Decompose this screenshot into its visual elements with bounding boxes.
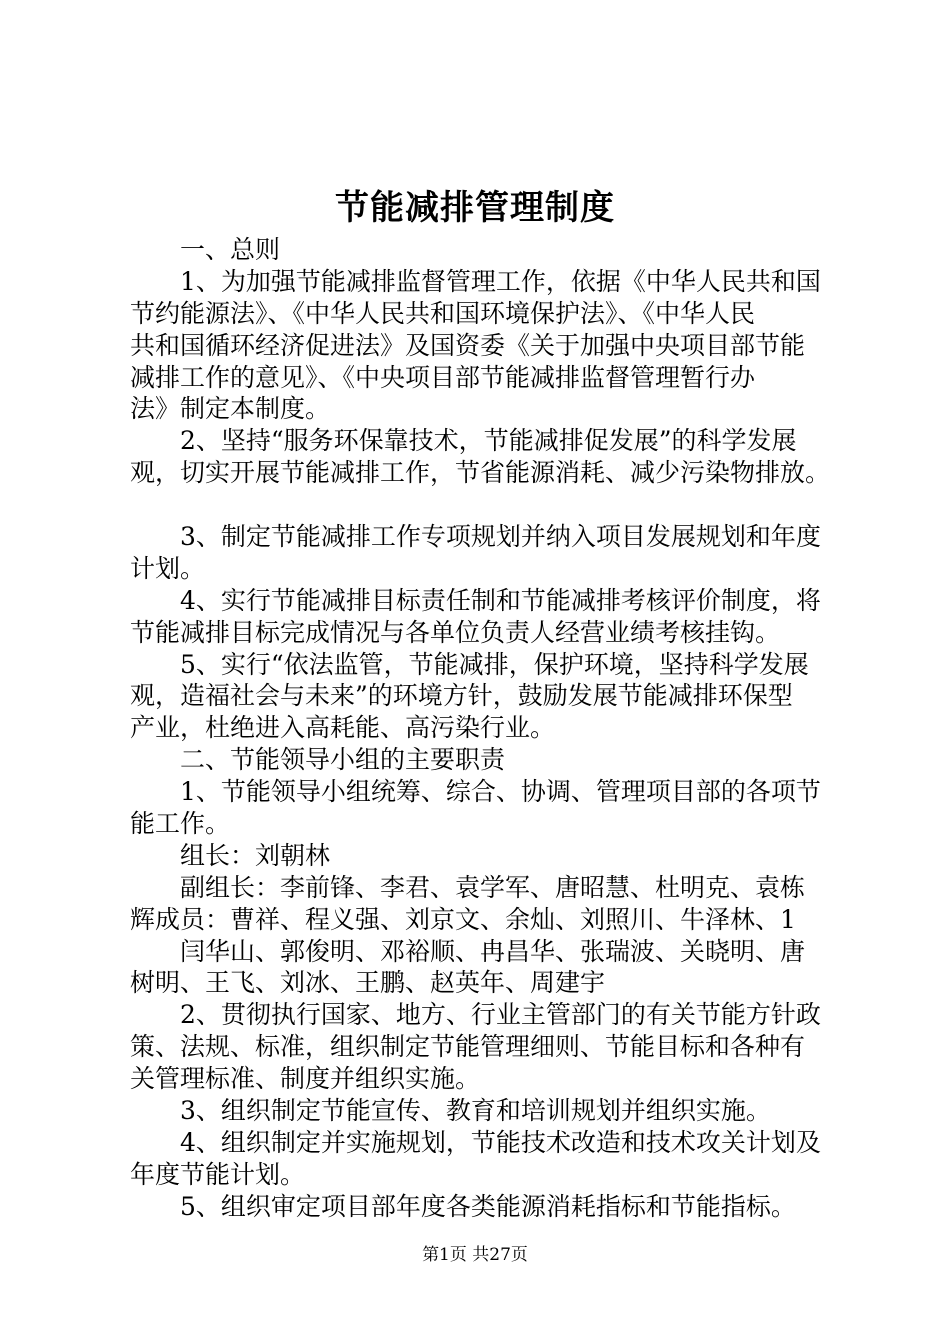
- document-title: 节能减排管理制度: [335, 188, 615, 228]
- paragraph-line: 1、节能领导小组统筹、综合、协调、管理项目部的各项节: [180, 777, 821, 807]
- paragraph-line: 2、坚持“服务环保靠技术，节能减排促发展”的科学发展: [180, 426, 797, 456]
- paragraph-line: 计划。: [130, 553, 206, 583]
- paragraph-line: 2、贯彻执行国家、地方、行业主管部门的有关节能方针政: [180, 1000, 821, 1030]
- page-number-footer: 第1页 共27页: [422, 1245, 528, 1265]
- paragraph-line: 策、法规、标准，组织制定节能管理细则、节能目标和各种有: [130, 1032, 806, 1062]
- paragraph-line: 年度节能计划。: [130, 1159, 306, 1189]
- paragraph-line: 4、组织制定并实施规划，节能技术改造和技术攻关计划及: [180, 1127, 821, 1157]
- paragraph-line: 产业，杜绝进入高耗能、高污染行业。: [130, 713, 556, 743]
- paragraph-line: 3、组织制定节能宣传、教育和培训规划并组织实施。: [180, 1096, 771, 1126]
- deputy-leader-line: 副组长：李前锋、李君、袁学军、唐昭慧、杜明克、袁栋: [180, 872, 806, 902]
- paragraph-line: 观，切实开展节能减排工作，节省能源消耗、减少污染物排放。: [130, 458, 831, 488]
- document-body: [130, 234, 830, 1223]
- paragraph-line: 关管理标准、制度并组织实施。: [130, 1064, 481, 1094]
- members-line: 辉成员：曹祥、程义强、刘京文、余灿、刘照川、牛泽林、1: [130, 904, 796, 934]
- section-heading-general: 一、总则: [180, 235, 281, 264]
- paragraph-line: 减排工作的意见》、《中央项目部节能减排监督管理暂行办: [130, 362, 756, 392]
- paragraph-line: 1、为加强节能减排监督管理工作，依据《中华人民共和国: [180, 266, 821, 296]
- paragraph-line: 共和国循环经济促进法》及国资委《关于加强中央项目部节能: [130, 330, 806, 360]
- paragraph-line: 5、组织审定项目部年度各类能源消耗指标和节能指标。: [180, 1191, 796, 1221]
- paragraph-line: 3、制定节能减排工作专项规划并纳入项目发展规划和年度: [180, 522, 821, 552]
- members-line: 闫华山、郭俊明、邓裕顺、冉昌华、张瑞波、关晓明、唐: [180, 936, 806, 966]
- team-leader-line: 组长：刘朝林: [180, 840, 331, 870]
- members-line: 树明、王飞、刘冰、王鹏、赵英年、周建宇: [130, 968, 606, 998]
- paragraph-line: 能工作。: [130, 809, 231, 839]
- blank-line: [130, 489, 830, 521]
- paragraph-line: 观，造福社会与未来”的环境方针，鼓励发展节能减排环保型: [130, 681, 793, 711]
- paragraph-line: 5、实行“依法监管，节能减排，保护环境，坚持科学发展: [180, 649, 809, 679]
- paragraph-line: 法》制定本制度。: [130, 394, 331, 424]
- section-heading-duties: 二、节能领导小组的主要职责: [180, 745, 506, 775]
- paragraph-line: 节约能源法》、《中华人民共和国环境保护法》、《中华人民: [130, 298, 756, 328]
- paragraph-line: 节能减排目标完成情况与各单位负责人经营业绩考核挂钩。: [130, 617, 781, 647]
- paragraph-line: 4、实行节能减排目标责任制和节能减排考核评价制度，将: [180, 585, 821, 615]
